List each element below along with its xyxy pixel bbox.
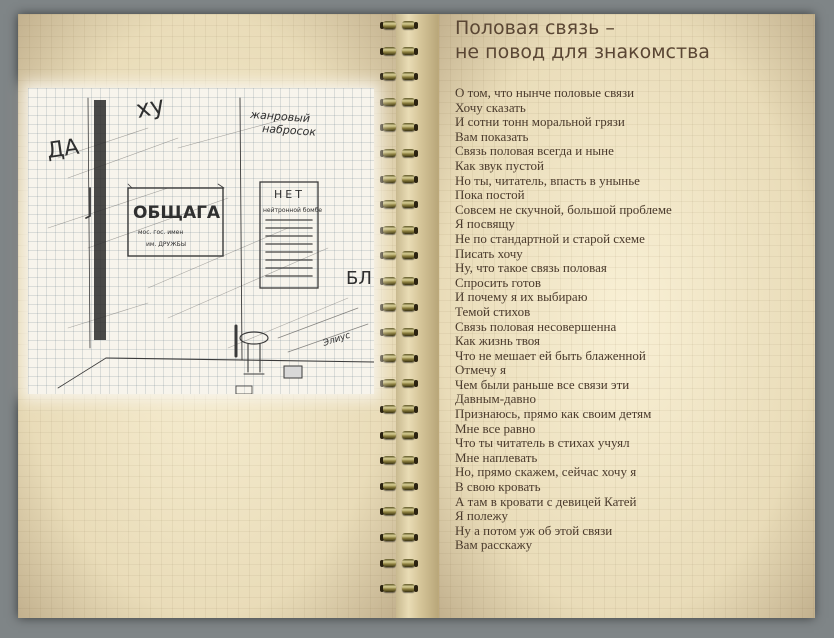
sketch-word-bl: БЛ [346,268,372,289]
sketch-sign-main: ОБЩАГА [133,203,221,223]
poem-line: А там в кровати с девицей Катей [455,493,637,509]
spiral-ring [383,225,415,236]
poem-line: Писать хочу [455,245,523,261]
spiral-ring [383,378,415,389]
poem-line: Хочу сказать [455,99,526,115]
poem-line: И сотни тонн моральной грязи [455,114,625,130]
spiral-ring [383,532,415,543]
spiral-ring [383,583,415,594]
sketch-genre-1: жанровый [249,108,311,126]
poem-line: Ну а потом уж об этой связи [455,522,613,538]
spiral-ring [383,404,415,415]
sketch-poster-sub: нейтронной бомбе [263,207,323,214]
spiral-ring [383,327,415,338]
poem-line: Что ты читатель в стихах учуял [455,435,630,451]
spiral-ring [383,122,415,133]
poem-line: Темой стихов [455,303,531,319]
poem-line: Я полежу [455,508,508,524]
sketch-drawing [28,88,374,394]
poem-line: Давным-давно [455,391,537,407]
poem-line: Спросить готов [455,274,542,290]
spiral-ring [383,455,415,466]
poem-line: Мне наплевать [455,449,538,465]
poem-line: Но, прямо скажем, сейчас хочу я [455,464,637,480]
spiral-ring [383,302,415,313]
spiral-ring [383,558,415,569]
sketch-word-da: ДА [45,134,81,164]
spiral-ring [383,20,415,31]
poem-line: Вам расскажу [455,537,533,553]
poem-line: Ну, что такое связь половая [455,260,607,276]
poem-line: И почему я их выбираю [455,289,588,305]
sketch-poster-title: НЕТ [274,188,305,201]
poem-line: Что не мешает ей быть блаженной [455,347,646,363]
poem-title-line-2: не повод для знакомства [455,41,710,63]
poem-line: Но ты, читатель, впасть в унынье [455,172,640,188]
poem-line: О том, что нынче половые связи [455,85,635,100]
poem-title-line-1: Половая связь – [455,17,615,39]
poem-line: Мне все равно [455,420,536,436]
spiral-ring [383,199,415,210]
spiral-ring [383,148,415,159]
spiral-ring [383,174,415,185]
sketch-sign-sub-2: им. ДРУЖБЫ [146,241,187,248]
spiral-ring [383,97,415,108]
poem-line: Совсем не скучной, большой проблеме [455,201,672,217]
poem-line: Я посвящу [455,216,515,232]
poem-line: Признаюсь, прямо как своим детям [455,406,652,422]
poem-line: Чем были раньше все связи эти [455,376,630,392]
poem-line: В свою кровать [455,479,541,495]
sketch-genre-2: набросок [261,122,317,139]
poem-line: Как жизнь твоя [455,333,541,349]
spiral-ring [383,353,415,364]
poem-line: Пока постой [455,187,525,203]
poem-title [455,16,795,64]
sketch-word-xy: ху [133,90,168,124]
poem-line: Как звук пустой [455,157,544,173]
poem-line: Вам показать [455,128,529,144]
pencil-sketch-image [28,88,374,394]
sketch-signature: Элиус [321,330,352,349]
spiral-ring [383,506,415,517]
poem-line: Отмечу я [455,362,507,378]
spiral-ring [383,481,415,492]
poem-line: Связь половая всегда и ныне [455,143,614,159]
spiral-ring [383,46,415,57]
poem-line: Не по стандартной и старой схеме [455,230,645,246]
spiral-ring [383,430,415,441]
spiral-ring [383,250,415,261]
poem-text [455,86,795,553]
poem-line: Связь половая несовершенна [455,318,617,334]
spiral-ring [383,276,415,287]
sketch-sign-sub-1: мос. гос. имен [138,229,184,236]
spiral-ring [383,71,415,82]
